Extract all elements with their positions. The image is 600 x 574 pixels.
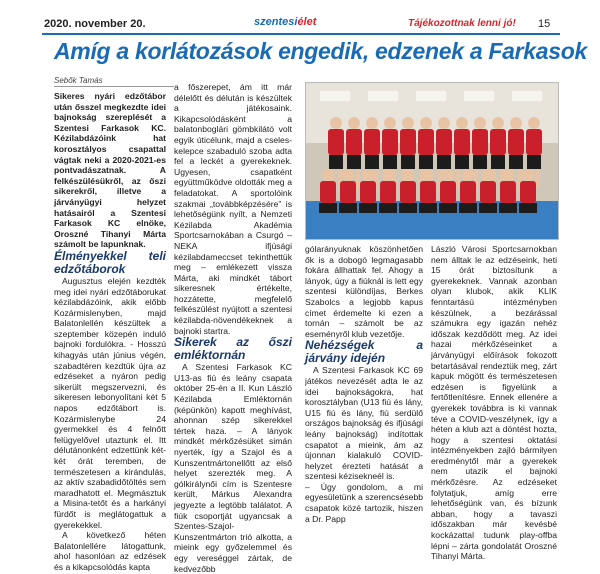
player-head xyxy=(366,117,378,129)
article-title: Amíg a korlátozások engedik, edzenek a Farkasok xyxy=(54,38,588,64)
player-shirt xyxy=(520,181,536,203)
player-shorts xyxy=(359,203,377,213)
player-head xyxy=(482,169,494,181)
issue-date: 2020. november 20. xyxy=(44,18,146,30)
header-rule xyxy=(42,33,560,35)
player-shirt xyxy=(328,129,344,155)
column-2 xyxy=(174,82,292,574)
player-head xyxy=(474,117,486,129)
player-head xyxy=(422,169,434,181)
photo-light xyxy=(512,91,542,101)
player-leg xyxy=(356,169,360,187)
player-shirt xyxy=(380,181,396,203)
player-shorts xyxy=(473,155,487,169)
player-shorts xyxy=(419,155,433,169)
col3-body: gólarányuknak köszönhetően ők is a dobogó legmagasabb fokára állhattak fel. Ahogy a lányok, úgy a fiúknál is lett egy szentesi különdíjas, Berkes Szabolcs a legjobb kapus címet érdemelte ki ezen a tornán – számolt be az eseményről klub vezetője. xyxy=(305,244,423,339)
column-3 xyxy=(305,244,423,524)
col4-body: László Városi Sportcsarnokban nem álltak le az edzéseink, heti 15 órát biztosítunk a gyerekeknek. Vannak azonban olyan klubok, akik KLIK fenntartású intézményben készülnek, a bezárással számukra egy igazán nehéz időszak kezdődött meg. Az idei hazai mérkőzéseinket a járványügyi előírások fokozott betartásával rendeztük meg, zárt kapuk mögött és természetesen edzésen is figyelünk a fertőtlenítésre. Ennek ellenére a gyerekek továbbra is ki vannak téve a COVID-veszélynek, így a héten a klub azt a döntést hozta, hogy a szentesi oktatási intézményekben zajló bármilyen eredménytől már a gyerekek nem utazik el bajnoki mérkőzésre. Az edzéseket folytatjuk, amíg erre lehetőségünk van, és bízunk abban, hogy a tavaszi időszakban már kevésbé kockázattal tudunk play-offba lépni – zárta gondolatát Oroszné Tihanyi Márta. xyxy=(431,244,557,562)
player-head xyxy=(442,169,454,181)
player-shorts xyxy=(347,155,361,169)
player-shirt xyxy=(400,181,416,203)
player-shirt xyxy=(364,129,380,155)
player-shorts xyxy=(459,203,477,213)
col1-body: Augusztus elején kezdték meg idei nyári edzőtáborukat kézilabdázóink, akik előbb Kozármislenyben, majd Balatonlellén készültek a szeptember közepén induló bajnoki fordulókra. - Hosszú kihagyás után június végén, szabadtéren kezdtük újra az edzéseket a nyáron pedig sikerült megszervezni, és sikeresen lebonyolítani két 5 napos edzőtábort is. Kozármislenybe 24 gyermekkel és 4 felnőtt felügyelővel utaztunk el. Itt délutánonként edzettünk két-két órát teremben, de természetesen a kirándulás, az aktív szabadidőtöltés sem maradhatott el. Megmásztuk a Misina-tetőt és a harkányi fürdőt is meglátogattuk a gyerekekkel. xyxy=(54,275,166,530)
player-head xyxy=(528,117,540,129)
col2-body: A Szentesi Farkasok KC U13-as fiú és leány csapata október 25-én a II. Kun László Kézilabda Emléktornán (képünkön) kapott meghívást, ahonnan szép sikerekkel tértek haza. – A lányok mindkét mérkőzésüket simán nyerték, így a Szajol és a Kunszentmártonellőtt az első helyet szerezték meg. A gólkirálynői cím is Szentesre került, Márkus Alexandra jegyezte a legtöbb találatot. A fiúk csoportját ugyancsak a Szentes-Szajol-Kunszentmárton trió alkotta, a mieink egy győzelemmel és egy vereséggel zártak, de kedvezőbb xyxy=(174,362,292,574)
col2-top: a főszerepet, ám itt már délelőtt és délután is készültek a játékosaink. Kikapcsolódásként a balatonboglári gömbkilátó volt egyik úticélunk, majd a cseles-kelepce szabaduló szoba adta fel a leckét a gyerekeknek. Ugyesen, csapatként együttműködve oldották meg a feladatokat. A sportolóink szakmai „továbbképzésére” is lehetőségünk nyílt, a Nemzeti Kézilabda Akadémia Sportcsarnokában a Csurgó – NEKA ifjúsági kézilabdameccset tekinthettük meg – emlékezett vissza Márta, aki mindkét tábort sikeresnek értékelte, hozzátette, megfelelő felkészülést nyújtott a szentesi kézilabda-növendékeknek a bajnoki startra. xyxy=(174,82,292,336)
player-shirt xyxy=(480,181,496,203)
photo-light xyxy=(416,91,446,101)
player-head xyxy=(456,117,468,129)
player-leg xyxy=(456,169,460,187)
player-head xyxy=(438,117,450,129)
player-head xyxy=(402,117,414,129)
player-head xyxy=(322,169,334,181)
team-photo-image xyxy=(306,83,558,239)
player-shirt xyxy=(440,181,456,203)
player-leg xyxy=(536,169,540,187)
player-head xyxy=(462,169,474,181)
player-shorts xyxy=(519,203,537,213)
player-head xyxy=(492,117,504,129)
player-shorts xyxy=(419,203,437,213)
player-shorts xyxy=(455,155,469,169)
subheading-tournament: Sikerek az őszi emléktornán xyxy=(174,335,292,363)
logo-part-a: szentesi xyxy=(254,16,298,28)
col1-tail: A következő héten Balatonlellére látogattunk, ahol hasonlóan az edzések és a kikapcsolódás kapta xyxy=(54,530,166,572)
player-head xyxy=(362,169,374,181)
player-shirt xyxy=(400,129,416,155)
header-slogan: Tájékozottnak lenni jó! xyxy=(408,18,516,29)
player-head xyxy=(348,117,360,129)
logo-part-b: élet xyxy=(297,16,317,28)
player-shirt xyxy=(526,129,542,155)
player-shorts xyxy=(379,203,397,213)
article-lead: Sikeres nyári edzőtábor után ősszel megkezdte idei bajnokság szereplését a Szentesi Farkasok KC. Kézilabdázóink hat korosztályos csapattal vágtak neki a 2020-2021-es pontvadászatnak. A felkészülésükről, az őszi sikerekről, illetve a járványügyi helyzet hatásairól a Szentesi Farkasok KC elnöke, Oroszné Tihanyi Márta számolt be lapunknak. xyxy=(54,91,166,250)
newspaper-logo xyxy=(254,16,316,28)
photo-light xyxy=(320,91,350,101)
player-shorts xyxy=(479,203,497,213)
player-shorts xyxy=(439,203,457,213)
player-shorts xyxy=(509,155,523,169)
player-shorts xyxy=(383,155,397,169)
player-shirt xyxy=(472,129,488,155)
column-1 xyxy=(54,91,166,573)
player-shorts xyxy=(499,203,517,213)
player-head xyxy=(510,117,522,129)
player-shirt xyxy=(340,181,356,203)
player-shorts xyxy=(527,155,541,169)
player-shorts xyxy=(329,155,343,169)
page-header xyxy=(0,0,600,38)
player-shirt xyxy=(420,181,436,203)
player-head xyxy=(330,117,342,129)
player-shorts xyxy=(319,203,337,213)
player-head xyxy=(402,169,414,181)
col3-tail: A Szentesi Farkasok KC 69 játékos nevezését adta le az idei bajnokságokra, hat korosztályban (U13 fiú és lány, U15 fiú és lány, fiú serdülő országos bajnokság és ifjúsági leány bajnokság) indítottak csapatot a mieink, ám az újonnan kialakuló COVID-helyzet érezteti hatását a szentesi kézisekneél is. – Úgy gondolom, a mi egyesületünk a szerencsésebb csapatok közé tartozik, hiszen a Dr. Papp xyxy=(305,365,424,524)
player-shorts xyxy=(365,155,379,169)
photo-light xyxy=(368,91,398,101)
player-shirt xyxy=(460,181,476,203)
player-head xyxy=(342,169,354,181)
player-shirt xyxy=(320,181,336,203)
player-shorts xyxy=(491,155,505,169)
player-shirt xyxy=(500,181,516,203)
player-shorts xyxy=(401,155,415,169)
subheading-camps: Élményekkel teli edzőtáborok xyxy=(54,248,166,276)
player-shirt xyxy=(490,129,506,155)
player-shirt xyxy=(418,129,434,155)
article-author: Sebők Tamás xyxy=(54,76,174,87)
player-head xyxy=(522,169,534,181)
player-head xyxy=(420,117,432,129)
photo-light xyxy=(464,91,494,101)
player-shirt xyxy=(360,181,376,203)
player-shirt xyxy=(382,129,398,155)
player-shirt xyxy=(346,129,362,155)
player-shorts xyxy=(399,203,417,213)
player-head xyxy=(382,169,394,181)
player-shorts xyxy=(339,203,357,213)
player-shorts xyxy=(437,155,451,169)
player-shirt xyxy=(436,129,452,155)
player-shirt xyxy=(454,129,470,155)
team-photo xyxy=(305,82,559,240)
player-head xyxy=(502,169,514,181)
player-shirt xyxy=(508,129,524,155)
subheading-pandemic: Nehézségek a járvány idején xyxy=(305,338,423,366)
player-head xyxy=(384,117,396,129)
column-4 xyxy=(431,244,557,562)
page-number: 15 xyxy=(538,18,551,30)
